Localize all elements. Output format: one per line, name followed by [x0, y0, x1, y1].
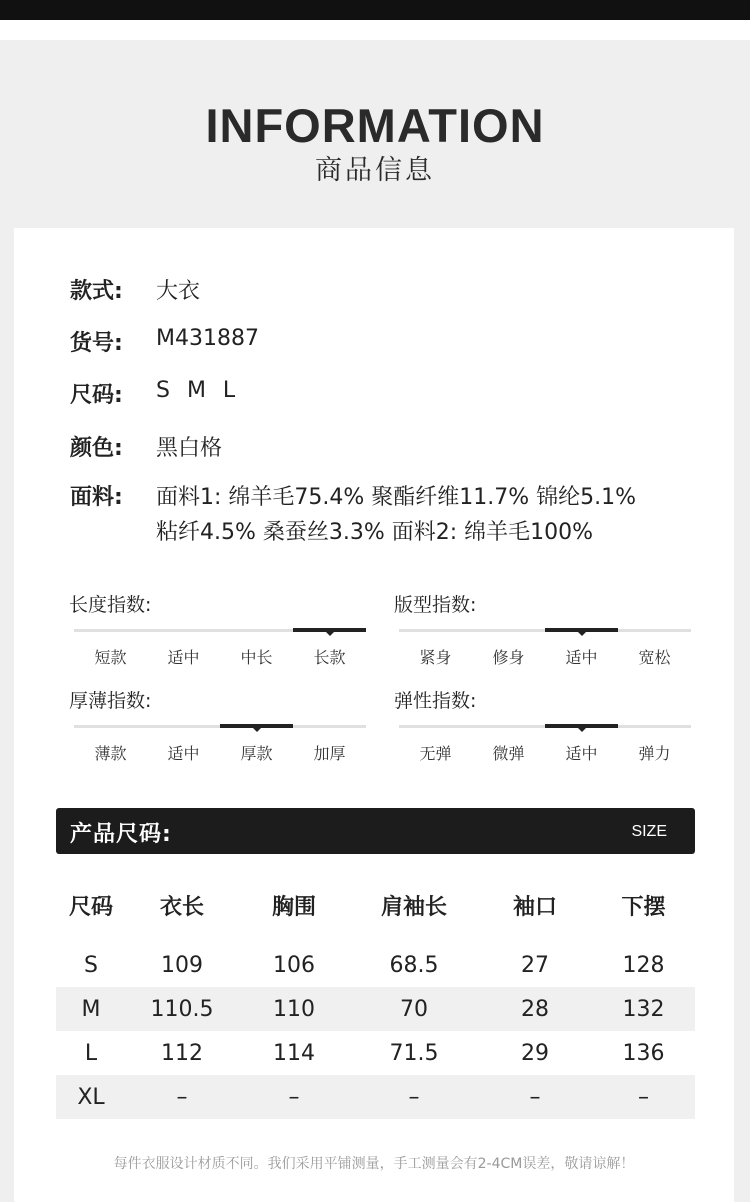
- table-cell: L: [84, 1040, 98, 1066]
- length-index-title: 长度指数:: [69, 594, 152, 616]
- info-size-label: 尺码:: [70, 383, 123, 408]
- table-cell: 136: [622, 1040, 665, 1066]
- info-fabric-label: 面料:: [70, 485, 123, 510]
- table-row: [56, 1031, 695, 1075]
- measurement-footnote: 每件衣服设计材质不同。我们采用平铺测量，手工测量会有2-4CM误差，敬请谅解！: [113, 1156, 635, 1172]
- table-cell: 128: [622, 952, 665, 978]
- thickness-index-title: 厚薄指数:: [69, 690, 152, 712]
- table-row: [56, 943, 695, 987]
- scale-option: 适中: [167, 744, 200, 763]
- scale-option: 适中: [565, 744, 598, 763]
- info-sku-label: 货号:: [70, 331, 123, 356]
- info-style-label: 款式:: [70, 279, 123, 304]
- info-fabric-row: [70, 480, 636, 550]
- table-cell: –: [238, 1075, 350, 1119]
- size-table-header: 胸围: [271, 894, 316, 920]
- scale-pointer-icon: [578, 632, 586, 636]
- scale-option: 厚款: [240, 744, 273, 763]
- scale-option: 中长: [240, 648, 273, 667]
- table-row: [56, 987, 695, 1031]
- thickness-index-scale: [74, 725, 366, 765]
- table-cell: 27: [521, 952, 549, 978]
- fabric-line-1: 面料1: 绵羊毛75.4% 聚酯纤维11.7% 锦纶5.1%: [156, 485, 637, 510]
- table-cell: M: [56, 987, 126, 1031]
- table-cell: 109: [161, 952, 203, 978]
- info-color-row: [70, 431, 222, 462]
- info-style-value: 大衣: [156, 279, 201, 304]
- size-table: [56, 883, 695, 1119]
- scale-option: 宽松: [638, 648, 671, 667]
- info-size-row: [70, 378, 235, 409]
- scale-option: 短款: [94, 648, 127, 667]
- scale-pointer-icon: [578, 728, 586, 732]
- scale-option: 修身: [492, 648, 525, 667]
- scale-option: 适中: [565, 648, 598, 667]
- scale-option: 无弹: [419, 744, 452, 763]
- table-row: [56, 1075, 695, 1119]
- table-cell: S: [84, 952, 98, 978]
- table-cell: 106: [273, 952, 315, 978]
- table-cell: 114: [273, 1040, 315, 1066]
- size-table-header: 袖口: [512, 894, 557, 920]
- scale-pointer-icon: [253, 728, 261, 732]
- header-title-en: INFORMATION: [205, 99, 545, 152]
- scale-option: 紧身: [419, 648, 452, 667]
- size-table-header: 下摆: [621, 894, 666, 920]
- scale-option: 弹力: [638, 744, 671, 763]
- info-sku-value: M431887: [156, 326, 259, 351]
- table-cell: 28: [478, 987, 592, 1031]
- elasticity-index-title: 弹性指数:: [394, 690, 477, 712]
- scale-option: 适中: [167, 648, 200, 667]
- scale-option: 微弹: [492, 744, 525, 763]
- table-cell: 110.5: [126, 987, 238, 1031]
- table-cell: 110: [238, 987, 350, 1031]
- scale-pointer-icon: [326, 632, 334, 636]
- info-fabric-value: [156, 480, 636, 550]
- table-cell: 112: [161, 1040, 203, 1066]
- length-index-scale: [74, 629, 366, 669]
- scale-option: 加厚: [313, 744, 346, 763]
- size-chart-banner: [56, 808, 695, 854]
- table-cell: 132: [592, 987, 695, 1031]
- fit-index-title: 版型指数:: [394, 594, 477, 616]
- table-cell: –: [126, 1075, 238, 1119]
- info-color-value: 黑白格: [156, 436, 223, 461]
- top-dark-bar: [0, 0, 750, 20]
- info-color-label: 颜色:: [70, 436, 123, 461]
- fit-index-scale: [399, 629, 691, 669]
- size-table-header: 尺码: [68, 894, 113, 920]
- size-table-header: 肩袖长: [380, 894, 447, 920]
- table-cell: 70: [350, 987, 478, 1031]
- top-white-band: [0, 20, 750, 40]
- scale-option: 薄款: [94, 744, 127, 763]
- size-chart-tag: SIZE: [631, 823, 667, 840]
- info-sku-row: [70, 326, 259, 357]
- table-cell: XL: [56, 1075, 126, 1119]
- elasticity-index-scale: [399, 725, 691, 765]
- info-style-row: [70, 274, 200, 305]
- table-cell: 29: [521, 1040, 549, 1066]
- size-table-spacer: [56, 927, 695, 943]
- table-cell: –: [592, 1075, 695, 1119]
- scale-option: 长款: [313, 648, 346, 667]
- table-cell: 71.5: [389, 1040, 439, 1066]
- table-cell: –: [350, 1075, 478, 1119]
- size-chart-title: 产品尺码:: [70, 822, 172, 847]
- header-title-cn: 商品信息: [315, 155, 435, 186]
- size-table-header: 衣长: [159, 894, 204, 920]
- section-header: [0, 98, 750, 188]
- size-table-header-row: [56, 883, 695, 927]
- info-size-value: S M L: [156, 378, 236, 403]
- info-card: [14, 228, 734, 1202]
- fabric-line-2: 粘纤4.5% 桑蚕丝3.3% 面料2: 绵羊毛100%: [156, 520, 594, 545]
- table-cell: 68.5: [389, 952, 439, 978]
- table-cell: –: [478, 1075, 592, 1119]
